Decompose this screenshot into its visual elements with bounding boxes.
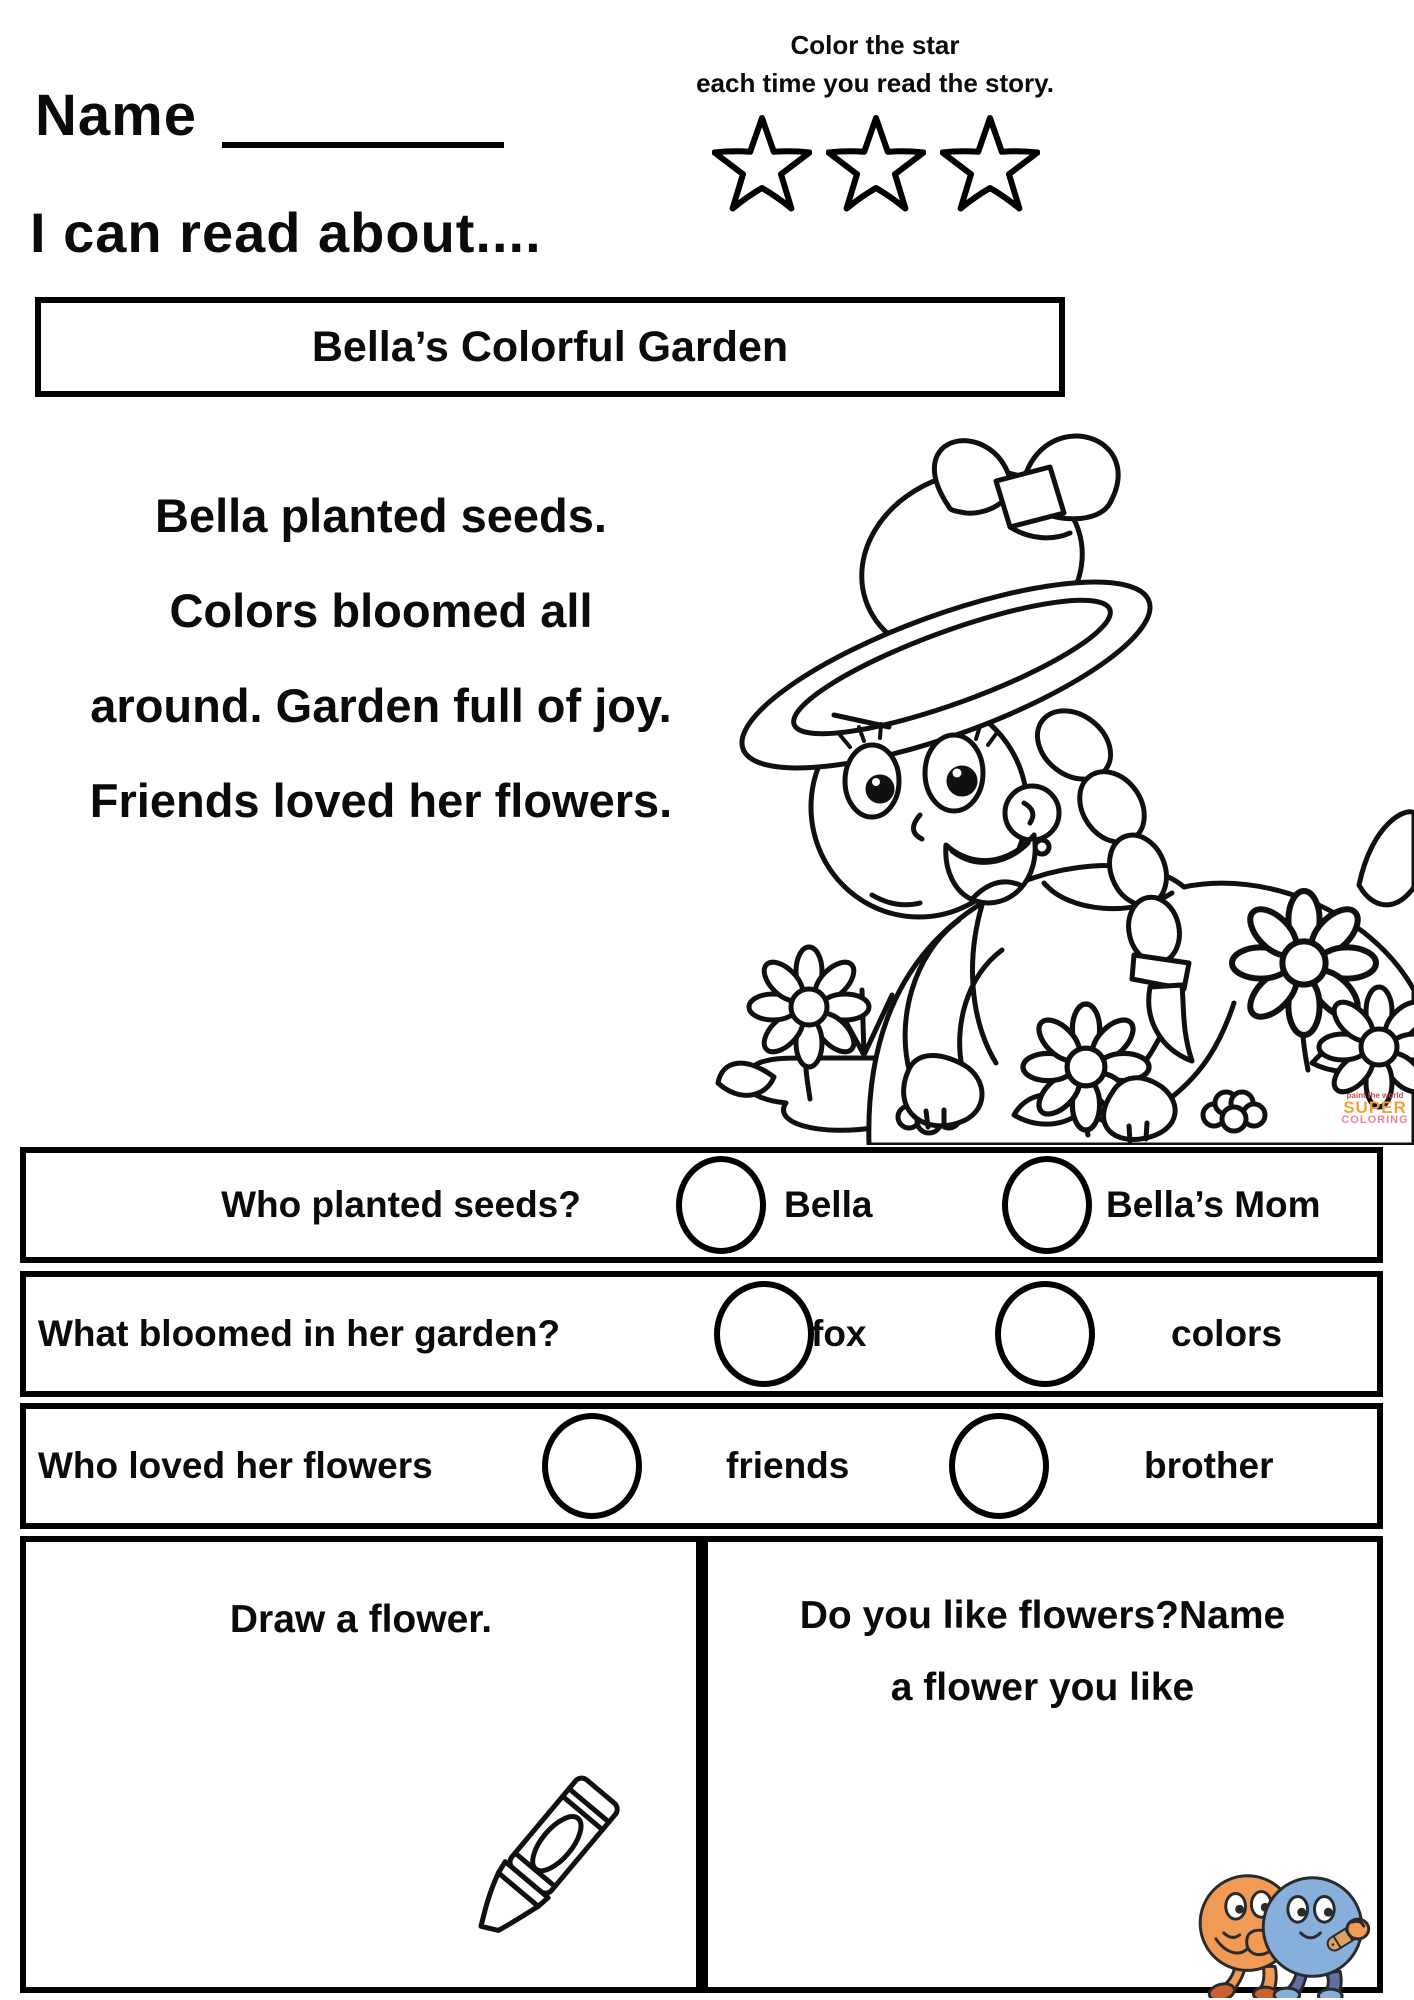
story-line: Colors bloomed all: [169, 584, 593, 637]
answer-circle[interactable]: [995, 1281, 1095, 1387]
star-icon[interactable]: [826, 112, 926, 216]
answer-circle[interactable]: [714, 1281, 814, 1387]
star-instruction-line1: Color the star: [790, 30, 960, 60]
girl-gardening-illustration: [714, 415, 1414, 1145]
story-title: Bella’s Colorful Garden: [311, 322, 789, 371]
write-prompt: [708, 1580, 1377, 1724]
answer-option: fox: [811, 1313, 867, 1354]
answer-circle[interactable]: [1002, 1156, 1092, 1254]
answer-option: friends: [726, 1445, 850, 1486]
story-line: around. Garden full of joy.: [90, 679, 672, 732]
mascots-illustration: [1186, 1860, 1374, 1998]
name-label: Name: [35, 83, 197, 148]
story-line: Bella planted seeds.: [155, 489, 607, 542]
story-text: [25, 468, 737, 848]
name-input-line[interactable]: [222, 96, 504, 148]
answer-option: Bella’s Mom: [1106, 1184, 1321, 1225]
question-prompt: Who planted seeds?: [221, 1184, 581, 1225]
answer-option: brother: [1144, 1445, 1274, 1486]
watermark-line1: paint the world: [1346, 1091, 1404, 1100]
watermark-line3: COLORING: [1341, 1114, 1409, 1126]
answer-circle[interactable]: [949, 1413, 1049, 1519]
answer-circle[interactable]: [676, 1156, 766, 1254]
star-instruction: [630, 26, 1120, 102]
answer-option: colors: [1171, 1313, 1283, 1354]
watermark-line2: SUPER: [1343, 1098, 1407, 1117]
draw-flower-box[interactable]: [20, 1536, 702, 1993]
answer-option: Bella: [784, 1184, 873, 1225]
story-title-box: [35, 297, 1065, 397]
question-row: [20, 1147, 1383, 1263]
answer-circle[interactable]: [542, 1413, 642, 1519]
question-prompt: Who loved her flowers: [38, 1445, 433, 1486]
story-line: Friends loved her flowers.: [89, 774, 673, 827]
draw-prompt: Draw a flower.: [229, 1598, 493, 1641]
reading-stars: [712, 112, 1112, 216]
crayon-icon: [456, 1767, 631, 1957]
question-prompt: What bloomed in her garden?: [38, 1313, 561, 1354]
write-flower-box[interactable]: [702, 1536, 1383, 1993]
intro-heading: I can read about....: [30, 201, 542, 264]
star-icon[interactable]: [940, 112, 1040, 216]
question-row: [20, 1403, 1383, 1529]
star-instruction-line2: each time you read the story.: [696, 68, 1054, 98]
write-prompt-line1: Do you like flowers?Name: [799, 1594, 1286, 1637]
star-icon[interactable]: [712, 112, 812, 216]
watermark: [1336, 1090, 1414, 1126]
write-prompt-line2: a flower you like: [890, 1666, 1195, 1709]
question-row: [20, 1271, 1383, 1397]
